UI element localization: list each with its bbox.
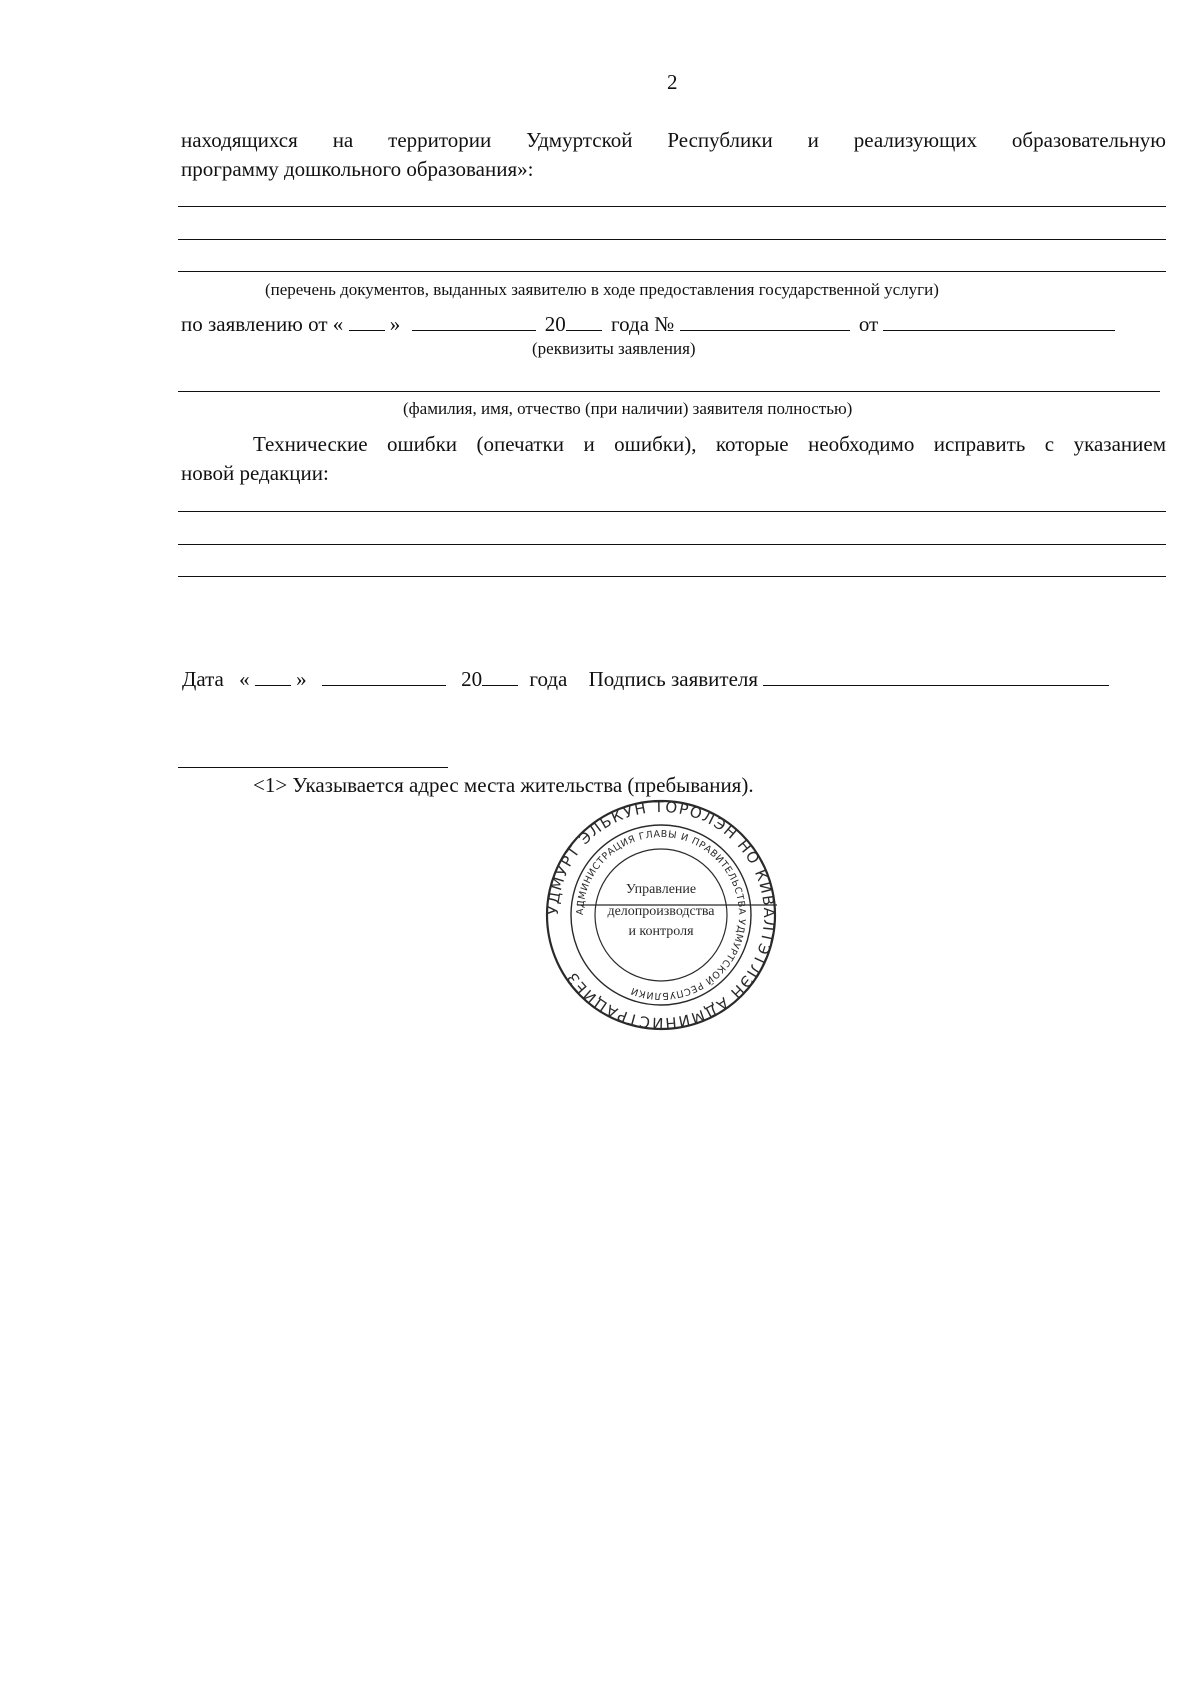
signature-row <box>182 667 1109 692</box>
signature-blank <box>763 667 1109 686</box>
intro-line-1: находящихся на территории Удмуртской Республики и реализующих образовательную <box>181 128 1166 152</box>
official-stamp <box>541 795 781 1035</box>
stamp-center-line-1: Управление <box>625 882 697 897</box>
footnote-separator <box>178 767 448 768</box>
date-label: Дата <box>182 667 224 691</box>
signature-label: Подпись заявителя <box>588 667 759 691</box>
errors-line-2: новой редакции: <box>181 461 329 485</box>
date-month-blank <box>322 667 446 686</box>
date-year-label: года <box>529 667 568 691</box>
errors-field-line-3 <box>178 576 1166 577</box>
intro-line-2: программу дошкольного образования»: <box>181 157 534 181</box>
application-year-blank <box>566 312 602 331</box>
stamp-center-line-3: и контроля <box>628 924 694 939</box>
application-number-blank <box>680 312 850 331</box>
documents-caption: (перечень документов, выданных заявителю в ходе предоставления государственной услуги) <box>265 280 939 299</box>
documents-line-3 <box>178 271 1166 272</box>
date-year-blank <box>482 667 518 686</box>
application-row <box>181 312 1115 337</box>
documents-line-2 <box>178 239 1166 240</box>
date-year-prefix: 20 <box>461 667 483 691</box>
applicant-name-caption: (фамилия, имя, отчество (при наличии) заявителя полностью) <box>403 399 853 418</box>
application-month-blank <box>412 312 536 331</box>
errors-line-1: Технические ошибки (опечатки и ошибки), которые необходимо исправить с указанием <box>253 432 1166 456</box>
application-from-blank <box>883 312 1115 331</box>
application-from-label: от <box>858 312 879 336</box>
application-caption: (реквизиты заявления) <box>532 339 696 358</box>
applicant-name-line <box>178 391 1160 392</box>
errors-field-line-1 <box>178 511 1166 512</box>
errors-field-line-2 <box>178 544 1166 545</box>
application-number-label: года № <box>611 312 675 336</box>
date-open-quote: « <box>239 667 250 691</box>
footnote-text: <1> Указывается адрес места жительства (пребывания). <box>253 773 754 797</box>
date-close-quote: » <box>296 667 307 691</box>
application-day-blank <box>349 312 385 331</box>
documents-line-1 <box>178 206 1166 207</box>
stamp-inner-text: АДМИНИСТРАЦИЯ ГЛАВЫ И ПРАВИТЕЛЬСТВА УДМУРТСКОЙ РЕСПУБЛИКИ <box>574 828 748 1002</box>
page-number: 2 <box>667 70 678 94</box>
stamp-outer-text: УДМУРТ ЭЛЬКУН ТОРОЛЭН НО КИВАЛТЭТЛЭН АДМИНИСТРАЦИЕЗ <box>543 797 779 1033</box>
date-day-blank <box>255 667 291 686</box>
stamp-center-line-2: делопроизводства <box>607 904 715 919</box>
application-close-quote: » <box>389 312 401 336</box>
application-prefix: по заявлению от « <box>181 312 344 336</box>
application-year-prefix: 20 <box>544 312 566 336</box>
